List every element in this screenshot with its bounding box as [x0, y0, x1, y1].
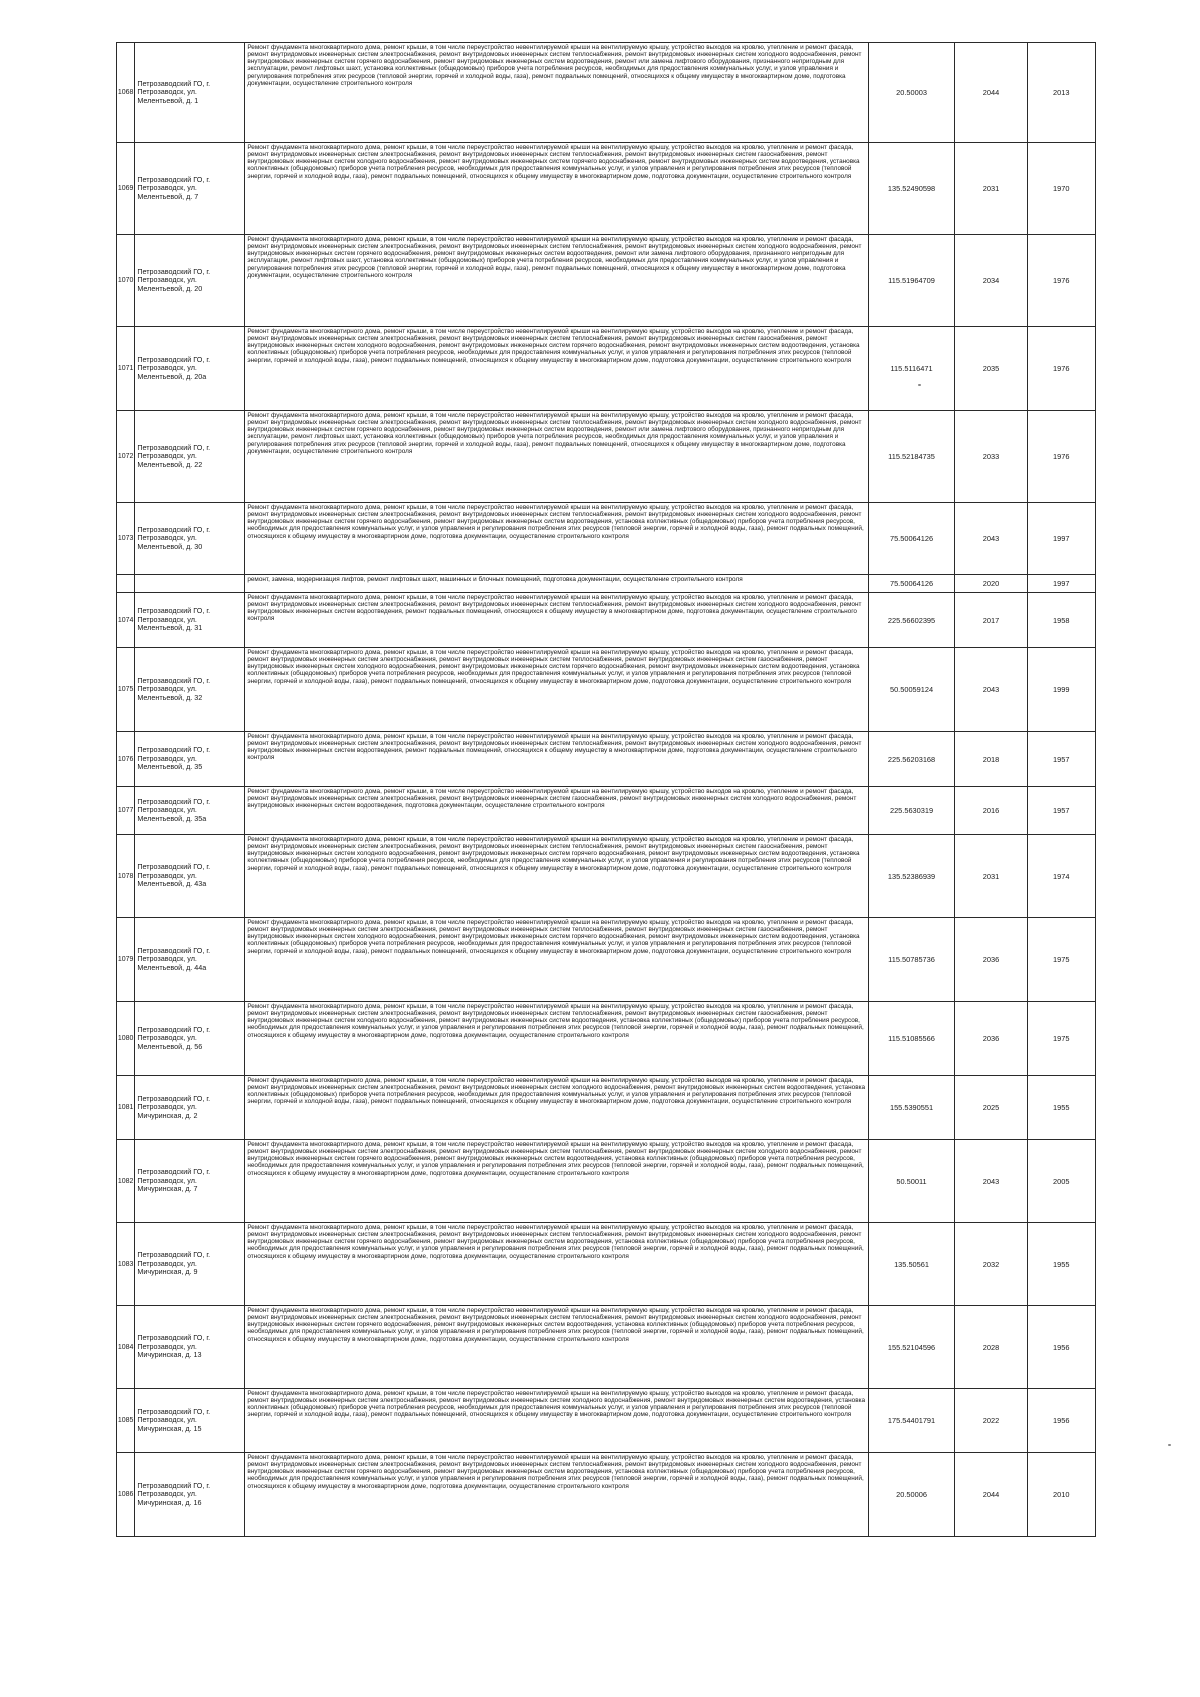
capital-repair-table: [116, 42, 1096, 1537]
table-row: [117, 1002, 1096, 1076]
row-number: 1081: [117, 1076, 135, 1140]
table-row: [117, 787, 1096, 835]
planned-year-cell: 2022: [955, 1389, 1027, 1453]
address-cell: Петрозаводский ГО, г. Петрозаводск, ул. Мелентьевой, д. 35: [135, 732, 245, 787]
work-description-cell: Ремонт фундамента многоквартирного дома, ремонт крыши, в том числе переустройство невентилируемой крыши на вентилируемую крышу, устройство выходов на кровлю, утепление и ремонт фасада, ремонт внутридомовых инженерных систем электроснабжения, ремонт внутридомовых инженерных систем теплоснабжения, ремонт внутридомовых инженерных систем газоснабжения, ремонт внутридомовых инженерных систем холодного водоснабжения, ремонт внутридомовых инженерных систем горячего водоснабжения, ремонт внутридомовых инженерных систем водоотведения, установка коллективных (общедомовых) приборов учета потребления ресурсов, необходимых для предоставления коммунальных услуг, и узлов управления и регулирования потребления этих ресурсов (тепловой энергии, горячей и холодной воды, газа), ремонт подвальных помещений, относящихся к общему имуществу в многоквартирном доме, подготовка документации, осуществление строительного контроля: [245, 648, 868, 732]
table-subrow: [117, 575, 1096, 593]
row-number: 1070: [117, 235, 135, 327]
planned-year-cell: 2044: [955, 1453, 1027, 1537]
unit-cost-cell: 135.50561: [868, 1223, 955, 1306]
build-year-cell: 1957: [1027, 732, 1095, 787]
work-description-cell: Ремонт фундамента многоквартирного дома, ремонт крыши, в том числе переустройство невентилируемой крыши на вентилируемую крышу, устройство выходов на кровлю, утепление и ремонт фасада, ремонт внутридомовых инженерных систем электроснабжения, ремонт внутридомовых инженерных систем теплоснабжения, ремонт внутридомовых инженерных систем холодного водоснабжения, ремонт внутридомовых инженерных систем горячего водоснабжения, ремонт внутридомовых инженерных систем водоотведения, установка коллективных (общедомовых) приборов учета потребления ресурсов, необходимых для предоставления коммунальных услуг, и узлов управления и регулирования потребления этих ресурсов (тепловой энергии, горячей и холодной воды, газа), ремонт подвальных помещений, относящихся к общему имуществу в многоквартирном доме, подготовка документации, осуществление строительного контроля: [245, 1140, 868, 1223]
build-year-cell: 2005: [1027, 1140, 1095, 1223]
work-description-cell: Ремонт фундамента многоквартирного дома, ремонт крыши, в том числе переустройство невентилируемой крыши на вентилируемую крышу, устройство выходов на кровлю, утепление и ремонт фасада, ремонт внутридомовых инженерных систем электроснабжения, ремонт внутридомовых инженерных систем теплоснабжения, ремонт внутридомовых инженерных систем холодного водоснабжения, ремонт внутридомовых инженерных систем горячего водоснабжения, ремонт внутридомовых инженерных систем водоотведения, ремонт или замена лифтового оборудования, признанного непригодным для эксплуатации, ремонт лифтовых шахт, установка коллективных (общедомовых) приборов учета потребления ресурсов, необходимых для предоставления коммунальных услуг, и узлов управления и регулирования потребления этих ресурсов (тепловой энергии, горячей и холодной воды, газа), ремонт подвальных помещений, относящихся к общему имуществу в многоквартирном доме, подготовка документации, осуществление строительного контроля: [245, 411, 868, 503]
unit-cost-cell: 175.54401791: [868, 1389, 955, 1453]
table-row: [117, 1389, 1096, 1453]
build-year-cell: 1958: [1027, 593, 1095, 648]
row-number: 1079: [117, 918, 135, 1002]
row-number: [117, 575, 135, 593]
planned-year-cell: 2031: [955, 143, 1027, 235]
table-body: [117, 43, 1096, 1537]
row-number: 1085: [117, 1389, 135, 1453]
build-year-cell: 1955: [1027, 1223, 1095, 1306]
build-year-cell: 2010: [1027, 1453, 1095, 1537]
work-description-cell: Ремонт фундамента многоквартирного дома, ремонт крыши, в том числе переустройство невентилируемой крыши на вентилируемую крышу, устройство выходов на кровлю, утепление и ремонт фасада, ремонт внутридомовых инженерных систем электроснабжения, ремонт внутридомовых инженерных систем теплоснабжения, ремонт внутридомовых инженерных систем холодного водоснабжения, ремонт внутридомовых инженерных систем горячего водоснабжения, ремонт внутридомовых инженерных систем водоотведения, ремонт или замена лифтового оборудования, признанного непригодным для эксплуатации, ремонт лифтовых шахт, установка коллективных (общедомовых) приборов учета потребления ресурсов, необходимых для предоставления коммунальных услуг, и узлов управления и регулирования потребления этих ресурсов (тепловой энергии, горячей и холодной воды, газа), ремонт подвальных помещений, относящихся к общему имуществу в многоквартирном доме, подготовка документации, осуществление строительного контроля: [245, 235, 868, 327]
row-number: 1083: [117, 1223, 135, 1306]
planned-year-cell: 2016: [955, 787, 1027, 835]
build-year-cell: 1975: [1027, 1002, 1095, 1076]
build-year-cell: 1976: [1027, 411, 1095, 503]
planned-year-cell: 2017: [955, 593, 1027, 648]
planned-year-cell: 2018: [955, 732, 1027, 787]
row-number: 1068: [117, 43, 135, 143]
address-cell: Петрозаводский ГО, г. Петрозаводск, ул. Мичуринская, д. 7: [135, 1140, 245, 1223]
row-number: 1069: [117, 143, 135, 235]
table-row: [117, 835, 1096, 918]
scan-speck: [918, 384, 921, 386]
work-description-cell: Ремонт фундамента многоквартирного дома, ремонт крыши, в том числе переустройство невентилируемой крыши на вентилируемую крышу, устройство выходов на кровлю, утепление и ремонт фасада, ремонт внутридомовых инженерных систем электроснабжения, ремонт внутридомовых инженерных систем газоснабжения, ремонт внутридомовых инженерных систем холодного водоснабжения, ремонт внутридомовых инженерных систем водоотведения, подготовка документации, осуществление строительного контроля: [245, 787, 868, 835]
unit-cost-cell: 20.50003: [868, 43, 955, 143]
table-row: [117, 143, 1096, 235]
build-year-cell: 1974: [1027, 835, 1095, 918]
address-cell: Петрозаводский ГО, г. Петрозаводск, ул. Мелентьевой, д. 35а: [135, 787, 245, 835]
unit-cost-cell: 225.56602395: [868, 593, 955, 648]
address-cell: [135, 575, 245, 593]
address-cell: Петрозаводский ГО, г. Петрозаводск, ул. Мичуринская, д. 9: [135, 1223, 245, 1306]
unit-cost-cell: 115.5116471: [868, 327, 955, 411]
table-row: [117, 732, 1096, 787]
work-description-cell: ремонт, замена, модернизация лифтов, ремонт лифтовых шахт, машинных и блочных помещений, подготовка документации, осуществление строительного контроля: [245, 575, 868, 593]
build-year-cell: 1975: [1027, 918, 1095, 1002]
build-year-cell: 1997: [1027, 503, 1095, 575]
work-description-cell: Ремонт фундамента многоквартирного дома, ремонт крыши, в том числе переустройство невентилируемой крыши на вентилируемую крышу, устройство выходов на кровлю, утепление и ремонт фасада, ремонт внутридомовых инженерных систем электроснабжения, ремонт внутридомовых инженерных систем теплоснабжения, ремонт внутридомовых инженерных систем холодного водоснабжения, ремонт внутридомовых инженерных систем горячего водоснабжения, ремонт внутридомовых инженерных систем водоотведения, установка коллективных (общедомовых) приборов учета потребления ресурсов, необходимых для предоставления коммунальных услуг, и узлов управления и регулирования потребления этих ресурсов (тепловой энергии, горячей и холодной воды, газа), ремонт подвальных помещений, относящихся к общему имуществу в многоквартирном доме, подготовка документации, осуществление строительного контроля: [245, 1223, 868, 1306]
address-cell: Петрозаводский ГО, г. Петрозаводск, ул. Мелентьевой, д. 7: [135, 143, 245, 235]
work-description-cell: Ремонт фундамента многоквартирного дома, ремонт крыши, в том числе переустройство невентилируемой крыши на вентилируемую крышу, устройство выходов на кровлю, утепление и ремонт фасада, ремонт внутридомовых инженерных систем электроснабжения, ремонт внутридомовых инженерных систем холодного водоснабжения, ремонт внутридомовых инженерных систем водоотведения, установка коллективных (общедомовых) приборов учета потребления ресурсов, необходимых для предоставления коммунальных услуг, и узлов управления и регулирования потребления этих ресурсов (тепловой энергии, горячей и холодной воды, газа), ремонт подвальных помещений, относящихся к общему имуществу в многоквартирном доме, подготовка документации, осуществление строительного контроля: [245, 1076, 868, 1140]
address-cell: Петрозаводский ГО, г. Петрозаводск, ул. Мелентьевой, д. 30: [135, 503, 245, 575]
unit-cost-cell: 20.50006: [868, 1453, 955, 1537]
planned-year-cell: 2036: [955, 1002, 1027, 1076]
planned-year-cell: 2043: [955, 503, 1027, 575]
unit-cost-cell: 115.52184735: [868, 411, 955, 503]
address-cell: Петрозаводский ГО, г. Петрозаводск, ул. Мелентьевой, д. 22: [135, 411, 245, 503]
planned-year-cell: 2028: [955, 1306, 1027, 1389]
table-row: [117, 1140, 1096, 1223]
table-row: [117, 648, 1096, 732]
work-description-cell: Ремонт фундамента многоквартирного дома, ремонт крыши, в том числе переустройство невентилируемой крыши на вентилируемую крышу, устройство выходов на кровлю, утепление и ремонт фасада, ремонт внутридомовых инженерных систем электроснабжения, ремонт внутридомовых инженерных систем теплоснабжения, ремонт внутридомовых инженерных систем холодного водоснабжения, ремонт внутридомовых инженерных систем горячего водоснабжения, ремонт внутридомовых инженерных систем водоотведения, установка коллективных (общедомовых) приборов учета потребления ресурсов, необходимых для предоставления коммунальных услуг, и узлов управления и регулирования потребления этих ресурсов (тепловой энергии, горячей и холодной воды, газа), ремонт подвальных помещений, относящихся к общему имуществу в многоквартирном доме, подготовка документации, осуществление строительного контроля: [245, 503, 868, 575]
address-cell: Петрозаводский ГО, г. Петрозаводск, ул. Мелентьевой, д. 31: [135, 593, 245, 648]
planned-year-cell: 2034: [955, 235, 1027, 327]
unit-cost-cell: 50.50011: [868, 1140, 955, 1223]
address-cell: Петрозаводский ГО, г. Петрозаводск, ул. Мелентьевой, д. 20а: [135, 327, 245, 411]
planned-year-cell: 2043: [955, 648, 1027, 732]
work-description-cell: Ремонт фундамента многоквартирного дома, ремонт крыши, в том числе переустройство невентилируемой крыши на вентилируемую крышу, устройство выходов на кровлю, утепление и ремонт фасада, ремонт внутридомовых инженерных систем электроснабжения, ремонт внутридомовых инженерных систем теплоснабжения, ремонт внутридомовых инженерных систем газоснабжения, ремонт внутридомовых инженерных систем холодного водоснабжения, ремонт внутридомовых инженерных систем горячего водоснабжения, ремонт внутридомовых инженерных систем водоотведения, установка коллективных (общедомовых) приборов учета потребления ресурсов, необходимых для предоставления коммунальных услуг, и узлов управления и регулирования потребления этих ресурсов (тепловой энергии, горячей и холодной воды, газа), ремонт подвальных помещений, относящихся к общему имуществу в многоквартирном доме, подготовка документации, осуществление строительного контроля: [245, 143, 868, 235]
work-description-cell: Ремонт фундамента многоквартирного дома, ремонт крыши, в том числе переустройство невентилируемой крыши на вентилируемую крышу, устройство выходов на кровлю, утепление и ремонт фасада, ремонт внутридомовых инженерных систем электроснабжения, ремонт внутридомовых инженерных систем холодного водоснабжения, ремонт внутридомовых инженерных систем водоотведения, установка коллективных (общедомовых) приборов учета потребления ресурсов, необходимых для предоставления коммунальных услуг, и узлов управления и регулирования потребления этих ресурсов (тепловой энергии, горячей и холодной воды, газа), ремонт подвальных помещений, относящихся к общему имуществу в многоквартирном доме, подготовка документации, осуществление строительного контроля: [245, 1389, 868, 1453]
build-year-cell: 1970: [1027, 143, 1095, 235]
table-row: [117, 503, 1096, 575]
unit-cost-cell: 115.50785736: [868, 918, 955, 1002]
work-description-cell: Ремонт фундамента многоквартирного дома, ремонт крыши, в том числе переустройство невентилируемой крыши на вентилируемую крышу, устройство выходов на кровлю, утепление и ремонт фасада, ремонт внутридомовых инженерных систем электроснабжения, ремонт внутридомовых инженерных систем теплоснабжения, ремонт внутридомовых инженерных систем газоснабжения, ремонт внутридомовых инженерных систем холодного водоснабжения, ремонт внутридомовых инженерных систем горячего водоснабжения, ремонт внутридомовых инженерных систем водоотведения, установка коллективных (общедомовых) приборов учета потребления ресурсов, необходимых для предоставления коммунальных услуг, и узлов управления и регулирования потребления этих ресурсов (тепловой энергии, горячей и холодной воды, газа), ремонт подвальных помещений, относящихся к общему имуществу в многоквартирном доме, подготовка документации, осуществление строительного контроля: [245, 918, 868, 1002]
unit-cost-cell: 115.51964709: [868, 235, 955, 327]
planned-year-cell: 2035: [955, 327, 1027, 411]
planned-year-cell: 2036: [955, 918, 1027, 1002]
unit-cost-cell: 75.50064126: [868, 503, 955, 575]
row-number: 1072: [117, 411, 135, 503]
build-year-cell: 1976: [1027, 235, 1095, 327]
unit-cost-cell: 75.50064126: [868, 575, 955, 593]
address-cell: Петрозаводский ГО, г. Петрозаводск, ул. Мелентьевой, д. 56: [135, 1002, 245, 1076]
row-number: 1073: [117, 503, 135, 575]
planned-year-cell: 2025: [955, 1076, 1027, 1140]
unit-cost-cell: 135.52490598: [868, 143, 955, 235]
table-row: [117, 1223, 1096, 1306]
address-cell: Петрозаводский ГО, г. Петрозаводск, ул. Мелентьевой, д. 20: [135, 235, 245, 327]
planned-year-cell: 2033: [955, 411, 1027, 503]
table-row: [117, 1306, 1096, 1389]
address-cell: Петрозаводский ГО, г. Петрозаводск, ул. Мелентьевой, д. 32: [135, 648, 245, 732]
table-row: [117, 918, 1096, 1002]
table-row: [117, 1453, 1096, 1537]
unit-cost-cell: 50.50059124: [868, 648, 955, 732]
table-row: [117, 327, 1096, 411]
work-description-cell: Ремонт фундамента многоквартирного дома, ремонт крыши, в том числе переустройство невентилируемой крыши на вентилируемую крышу, устройство выходов на кровлю, утепление и ремонт фасада, ремонт внутридомовых инженерных систем электроснабжения, ремонт внутридомовых инженерных систем теплоснабжения, ремонт внутридомовых инженерных систем газоснабжения, ремонт внутридомовых инженерных систем холодного водоснабжения, ремонт внутридомовых инженерных систем водоотведения, установка коллективных (общедомовых) приборов учета потребления ресурсов, необходимых для предоставления коммунальных услуг, и узлов управления и регулирования потребления этих ресурсов (тепловой энергии, горячей и холодной воды, газа), ремонт подвальных помещений, относящихся к общему имуществу в многоквартирном доме, подготовка документации, осуществление строительного контроля: [245, 1002, 868, 1076]
address-cell: Петрозаводский ГО, г. Петрозаводск, ул. Мичуринская, д. 16: [135, 1453, 245, 1537]
work-description-cell: Ремонт фундамента многоквартирного дома, ремонт крыши, в том числе переустройство невентилируемой крыши на вентилируемую крышу, устройство выходов на кровлю, утепление и ремонт фасада, ремонт внутридомовых инженерных систем электроснабжения, ремонт внутридомовых инженерных систем теплоснабжения, ремонт внутридомовых инженерных систем холодного водоснабжения, ремонт внутридомовых инженерных систем горячего водоснабжения, ремонт внутридомовых инженерных систем водоотведения, установка коллективных (общедомовых) приборов учета потребления ресурсов, необходимых для предоставления коммунальных услуг, и узлов управления и регулирования потребления этих ресурсов (тепловой энергии, горячей и холодной воды, газа), ремонт подвальных помещений, относящихся к общему имуществу в многоквартирном доме, подготовка документации, осуществление строительного контроля: [245, 1453, 868, 1537]
build-year-cell: 1976: [1027, 327, 1095, 411]
address-cell: Петрозаводский ГО, г. Петрозаводск, ул. Мелентьевой, д. 1: [135, 43, 245, 143]
row-number: 1078: [117, 835, 135, 918]
row-number: 1071: [117, 327, 135, 411]
planned-year-cell: 2032: [955, 1223, 1027, 1306]
unit-cost-cell: 155.52104596: [868, 1306, 955, 1389]
unit-cost-cell: 115.51085566: [868, 1002, 955, 1076]
row-number: 1076: [117, 732, 135, 787]
row-number: 1086: [117, 1453, 135, 1537]
work-description-cell: Ремонт фундамента многоквартирного дома, ремонт крыши, в том числе переустройство невентилируемой крыши на вентилируемую крышу, устройство выходов на кровлю, утепление и ремонт фасада, ремонт внутридомовых инженерных систем электроснабжения, ремонт внутридомовых инженерных систем теплоснабжения, ремонт внутридомовых инженерных систем газоснабжения, ремонт внутридомовых инженерных систем холодного водоснабжения, ремонт внутридомовых инженерных систем горячего водоснабжения, ремонт внутридомовых инженерных систем водоотведения, установка коллективных (общедомовых) приборов учета потребления ресурсов, необходимых для предоставления коммунальных услуг, и узлов управления и регулирования потребления этих ресурсов (тепловой энергии, горячей и холодной воды, газа), ремонт подвальных помещений, относящихся к общему имуществу в многоквартирном доме, подготовка документации, осуществление строительного контроля: [245, 835, 868, 918]
work-description-cell: Ремонт фундамента многоквартирного дома, ремонт крыши, в том числе переустройство невентилируемой крыши на вентилируемую крышу, устройство выходов на кровлю, утепление и ремонт фасада, ремонт внутридомовых инженерных систем электроснабжения, ремонт внутридомовых инженерных систем теплоснабжения, ремонт внутридомовых инженерных систем холодного водоснабжения, ремонт внутридомовых инженерных систем водоотведения, ремонт подвальных помещений, относящихся к общему имуществу в многоквартирном доме, подготовка документации, осуществление строительного контроля: [245, 732, 868, 787]
build-year-cell: 1997: [1027, 575, 1095, 593]
address-cell: Петрозаводский ГО, г. Петрозаводск, ул. Мелентьевой, д. 44а: [135, 918, 245, 1002]
table-row: [117, 43, 1096, 143]
row-number: 1080: [117, 1002, 135, 1076]
build-year-cell: 1955: [1027, 1076, 1095, 1140]
work-description-cell: Ремонт фундамента многоквартирного дома, ремонт крыши, в том числе переустройство невентилируемой крыши на вентилируемую крышу, устройство выходов на кровлю, утепление и ремонт фасада, ремонт внутридомовых инженерных систем электроснабжения, ремонт внутридомовых инженерных систем теплоснабжения, ремонт внутридомовых инженерных систем холодного водоснабжения, ремонт внутридомовых инженерных систем горячего водоснабжения, ремонт внутридомовых инженерных систем водоотведения, установка коллективных (общедомовых) приборов учета потребления ресурсов, необходимых для предоставления коммунальных услуг, и узлов управления и регулирования потребления этих ресурсов (тепловой энергии, горячей и холодной воды, газа), ремонт подвальных помещений, относящихся к общему имуществу в многоквартирном доме, подготовка документации, осуществление строительного контроля: [245, 1306, 868, 1389]
build-year-cell: 1956: [1027, 1306, 1095, 1389]
build-year-cell: 1956: [1027, 1389, 1095, 1453]
unit-cost-cell: 225.56203168: [868, 732, 955, 787]
table-row: [117, 593, 1096, 648]
table-row: [117, 411, 1096, 503]
row-number: 1077: [117, 787, 135, 835]
address-cell: Петрозаводский ГО, г. Петрозаводск, ул. Мичуринская, д. 2: [135, 1076, 245, 1140]
row-number: 1082: [117, 1140, 135, 1223]
planned-year-cell: 2031: [955, 835, 1027, 918]
table-row: [117, 235, 1096, 327]
build-year-cell: 2013: [1027, 43, 1095, 143]
row-number: 1074: [117, 593, 135, 648]
scan-speck: [1168, 1444, 1171, 1446]
build-year-cell: 1999: [1027, 648, 1095, 732]
build-year-cell: 1957: [1027, 787, 1095, 835]
address-cell: Петрозаводский ГО, г. Петрозаводск, ул. Мичуринская, д. 13: [135, 1306, 245, 1389]
row-number: 1084: [117, 1306, 135, 1389]
unit-cost-cell: 155.5390551: [868, 1076, 955, 1140]
work-description-cell: Ремонт фундамента многоквартирного дома, ремонт крыши, в том числе переустройство невентилируемой крыши на вентилируемую крышу, устройство выходов на кровлю, утепление и ремонт фасада, ремонт внутридомовых инженерных систем электроснабжения, ремонт внутридомовых инженерных систем теплоснабжения, ремонт внутридомовых инженерных систем холодного водоснабжения, ремонт внутридомовых инженерных систем водоотведения, ремонт подвальных помещений, относящихся к общему имуществу в многоквартирном доме, подготовка документации, осуществление строительного контроля: [245, 593, 868, 648]
unit-cost-cell: 135.52386939: [868, 835, 955, 918]
unit-cost-cell: 225.5630319: [868, 787, 955, 835]
planned-year-cell: 2020: [955, 575, 1027, 593]
work-description-cell: Ремонт фундамента многоквартирного дома, ремонт крыши, в том числе переустройство невентилируемой крыши на вентилируемую крышу, устройство выходов на кровлю, утепление и ремонт фасада, ремонт внутридомовых инженерных систем электроснабжения, ремонт внутридомовых инженерных систем теплоснабжения, ремонт внутридомовых инженерных систем газоснабжения, ремонт внутридомовых инженерных систем холодного водоснабжения, ремонт внутридомовых инженерных систем горячего водоснабжения, ремонт внутридомовых инженерных систем водоотведения, установка коллективных (общедомовых) приборов учета потребления ресурсов, необходимых для предоставления коммунальных услуг, и узлов управления и регулирования потребления этих ресурсов (тепловой энергии, горячей и холодной воды, газа), ремонт подвальных помещений, относящихся к общему имуществу в многоквартирном доме, подготовка документации, осуществление строительного контроля: [245, 327, 868, 411]
work-description-cell: Ремонт фундамента многоквартирного дома, ремонт крыши, в том числе переустройство невентилируемой крыши на вентилируемую крышу, устройство выходов на кровлю, утепление и ремонт фасада, ремонт внутридомовых инженерных систем электроснабжения, ремонт внутридомовых инженерных систем теплоснабжения, ремонт внутридомовых инженерных систем холодного водоснабжения, ремонт внутридомовых инженерных систем горячего водоснабжения, ремонт внутридомовых инженерных систем водоотведения, ремонт или замена лифтового оборудования, признанного непригодным для эксплуатации, ремонт лифтовых шахт, установка коллективных (общедомовых) приборов учета потребления ресурсов, необходимых для предоставления коммунальных услуг, и узлов управления и регулирования потребления этих ресурсов (тепловой энергии, горячей и холодной воды, газа), ремонт подвальных помещений, относящихся к общему имуществу в многоквартирном доме, подготовка документации, осуществление строительного контроля: [245, 43, 868, 143]
planned-year-cell: 2043: [955, 1140, 1027, 1223]
address-cell: Петрозаводский ГО, г. Петрозаводск, ул. Мичуринская, д. 15: [135, 1389, 245, 1453]
table-row: [117, 1076, 1096, 1140]
row-number: 1075: [117, 648, 135, 732]
address-cell: Петрозаводский ГО, г. Петрозаводск, ул. Мелентьевой, д. 43а: [135, 835, 245, 918]
planned-year-cell: 2044: [955, 43, 1027, 143]
